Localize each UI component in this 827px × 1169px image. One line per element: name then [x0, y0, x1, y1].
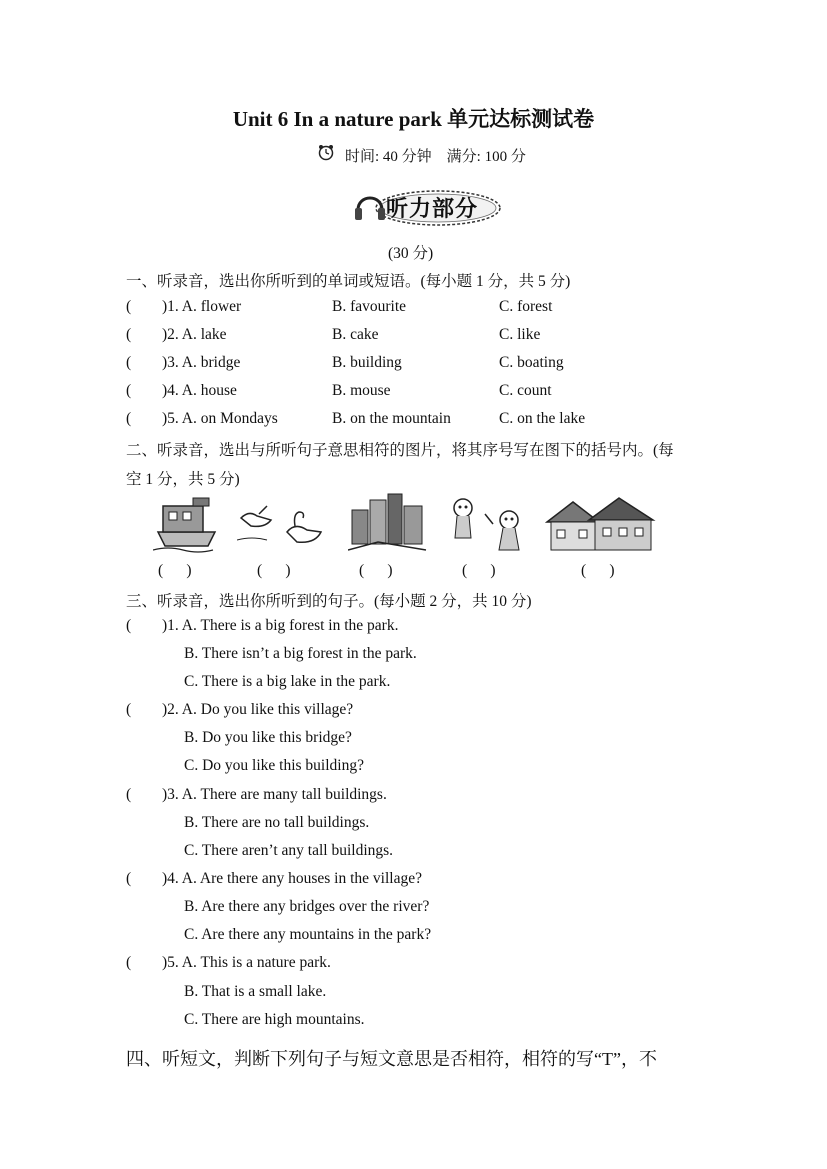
option-b: B. building: [332, 354, 402, 371]
section3-heading: 三、听录音，选出你所听到的句子。(每小题 2 分，共 10 分): [126, 593, 532, 610]
headphones-icon: [355, 198, 385, 220]
option-b: B. favourite: [332, 298, 407, 315]
option-a: )3. A. bridge: [162, 354, 241, 371]
buildings-picture: [348, 492, 428, 554]
option-a: )4. A. house: [162, 382, 237, 399]
sentence-c: C. There aren’t any tall buildings.: [184, 842, 394, 859]
picture-blank[interactable]: ( ): [257, 562, 291, 579]
sentence-b: B. That is a small lake.: [184, 983, 327, 1000]
sentence-a: )5. A. This is a nature park.: [162, 954, 331, 971]
sentence-b: B. There are no tall buildings.: [184, 814, 370, 831]
answer-paren[interactable]: (: [126, 954, 132, 971]
sentence-c: C. Are there any mountains in the park?: [184, 926, 432, 943]
houses-picture: [545, 494, 657, 554]
section1-heading: 一、听录音，选出你所听到的单词或短语。(每小题 1 分，共 5 分): [126, 273, 571, 290]
answer-paren[interactable]: (: [126, 354, 132, 371]
monkeys-picture: [445, 494, 531, 554]
option-c: C. count: [499, 382, 552, 399]
option-b: B. on the mountain: [332, 410, 451, 427]
answer-paren[interactable]: (: [126, 786, 132, 803]
section2-heading-line1: 二、听录音，选出与所听句子意思相符的图片，将其序号写在图下的括号内。(每: [126, 442, 674, 459]
section2-heading-line2: 空 1 分，共 5 分): [126, 471, 240, 488]
sentence-a: )1. A. There is a big forest in the park.: [162, 617, 399, 634]
sentence-c: C. There are high mountains.: [184, 1011, 365, 1028]
answer-paren[interactable]: (: [126, 326, 132, 343]
option-c: C. boating: [499, 354, 564, 371]
picture-blank[interactable]: ( ): [158, 562, 192, 579]
banner-label: 听力部分: [386, 197, 479, 222]
option-b: B. cake: [332, 326, 379, 343]
option-c: C. forest: [499, 298, 553, 315]
listening-banner: [352, 186, 502, 228]
answer-paren[interactable]: (: [126, 617, 132, 634]
option-c: C. like: [499, 326, 541, 343]
sentence-a: )4. A. Are there any houses in the village?: [162, 870, 422, 887]
option-a: )5. A. on Mondays: [162, 410, 278, 427]
option-a: )1. A. flower: [162, 298, 242, 315]
option-b: B. mouse: [332, 382, 391, 399]
sentence-a: )2. A. Do you like this village?: [162, 701, 354, 718]
answer-paren[interactable]: (: [126, 298, 132, 315]
sentence-a: )3. A. There are many tall buildings.: [162, 786, 387, 803]
option-c: C. on the lake: [499, 410, 586, 427]
time-info: 时间: 40 分钟 满分: 100 分: [345, 149, 526, 165]
answer-paren[interactable]: (: [126, 701, 132, 718]
sentence-b: B. There isn’t a big forest in the park.: [184, 645, 417, 662]
sentence-c: C. Do you like this building?: [184, 757, 364, 774]
answer-paren[interactable]: (: [126, 870, 132, 887]
sentence-c: C. There is a big lake in the park.: [184, 673, 391, 690]
answer-paren[interactable]: (: [126, 382, 132, 399]
sentence-b: B. Are there any bridges over the river?: [184, 898, 430, 915]
score-label: (30 分): [388, 245, 434, 262]
picture-blank[interactable]: ( ): [581, 562, 615, 579]
option-a: )2. A. lake: [162, 326, 227, 343]
picture-blank[interactable]: ( ): [462, 562, 496, 579]
picture-blank[interactable]: ( ): [359, 562, 393, 579]
ducks-picture: [237, 500, 327, 550]
boat-picture: [153, 492, 223, 554]
section4-heading: 四、听短文，判断下列句子与短文意思是否相符，相符的写“T”，不: [126, 1049, 657, 1069]
answer-paren[interactable]: (: [126, 410, 132, 427]
clock-icon: [317, 143, 335, 166]
sentence-b: B. Do you like this bridge?: [184, 729, 352, 746]
page-title: Unit 6 In a nature park 单元达标测试卷: [232, 107, 595, 131]
